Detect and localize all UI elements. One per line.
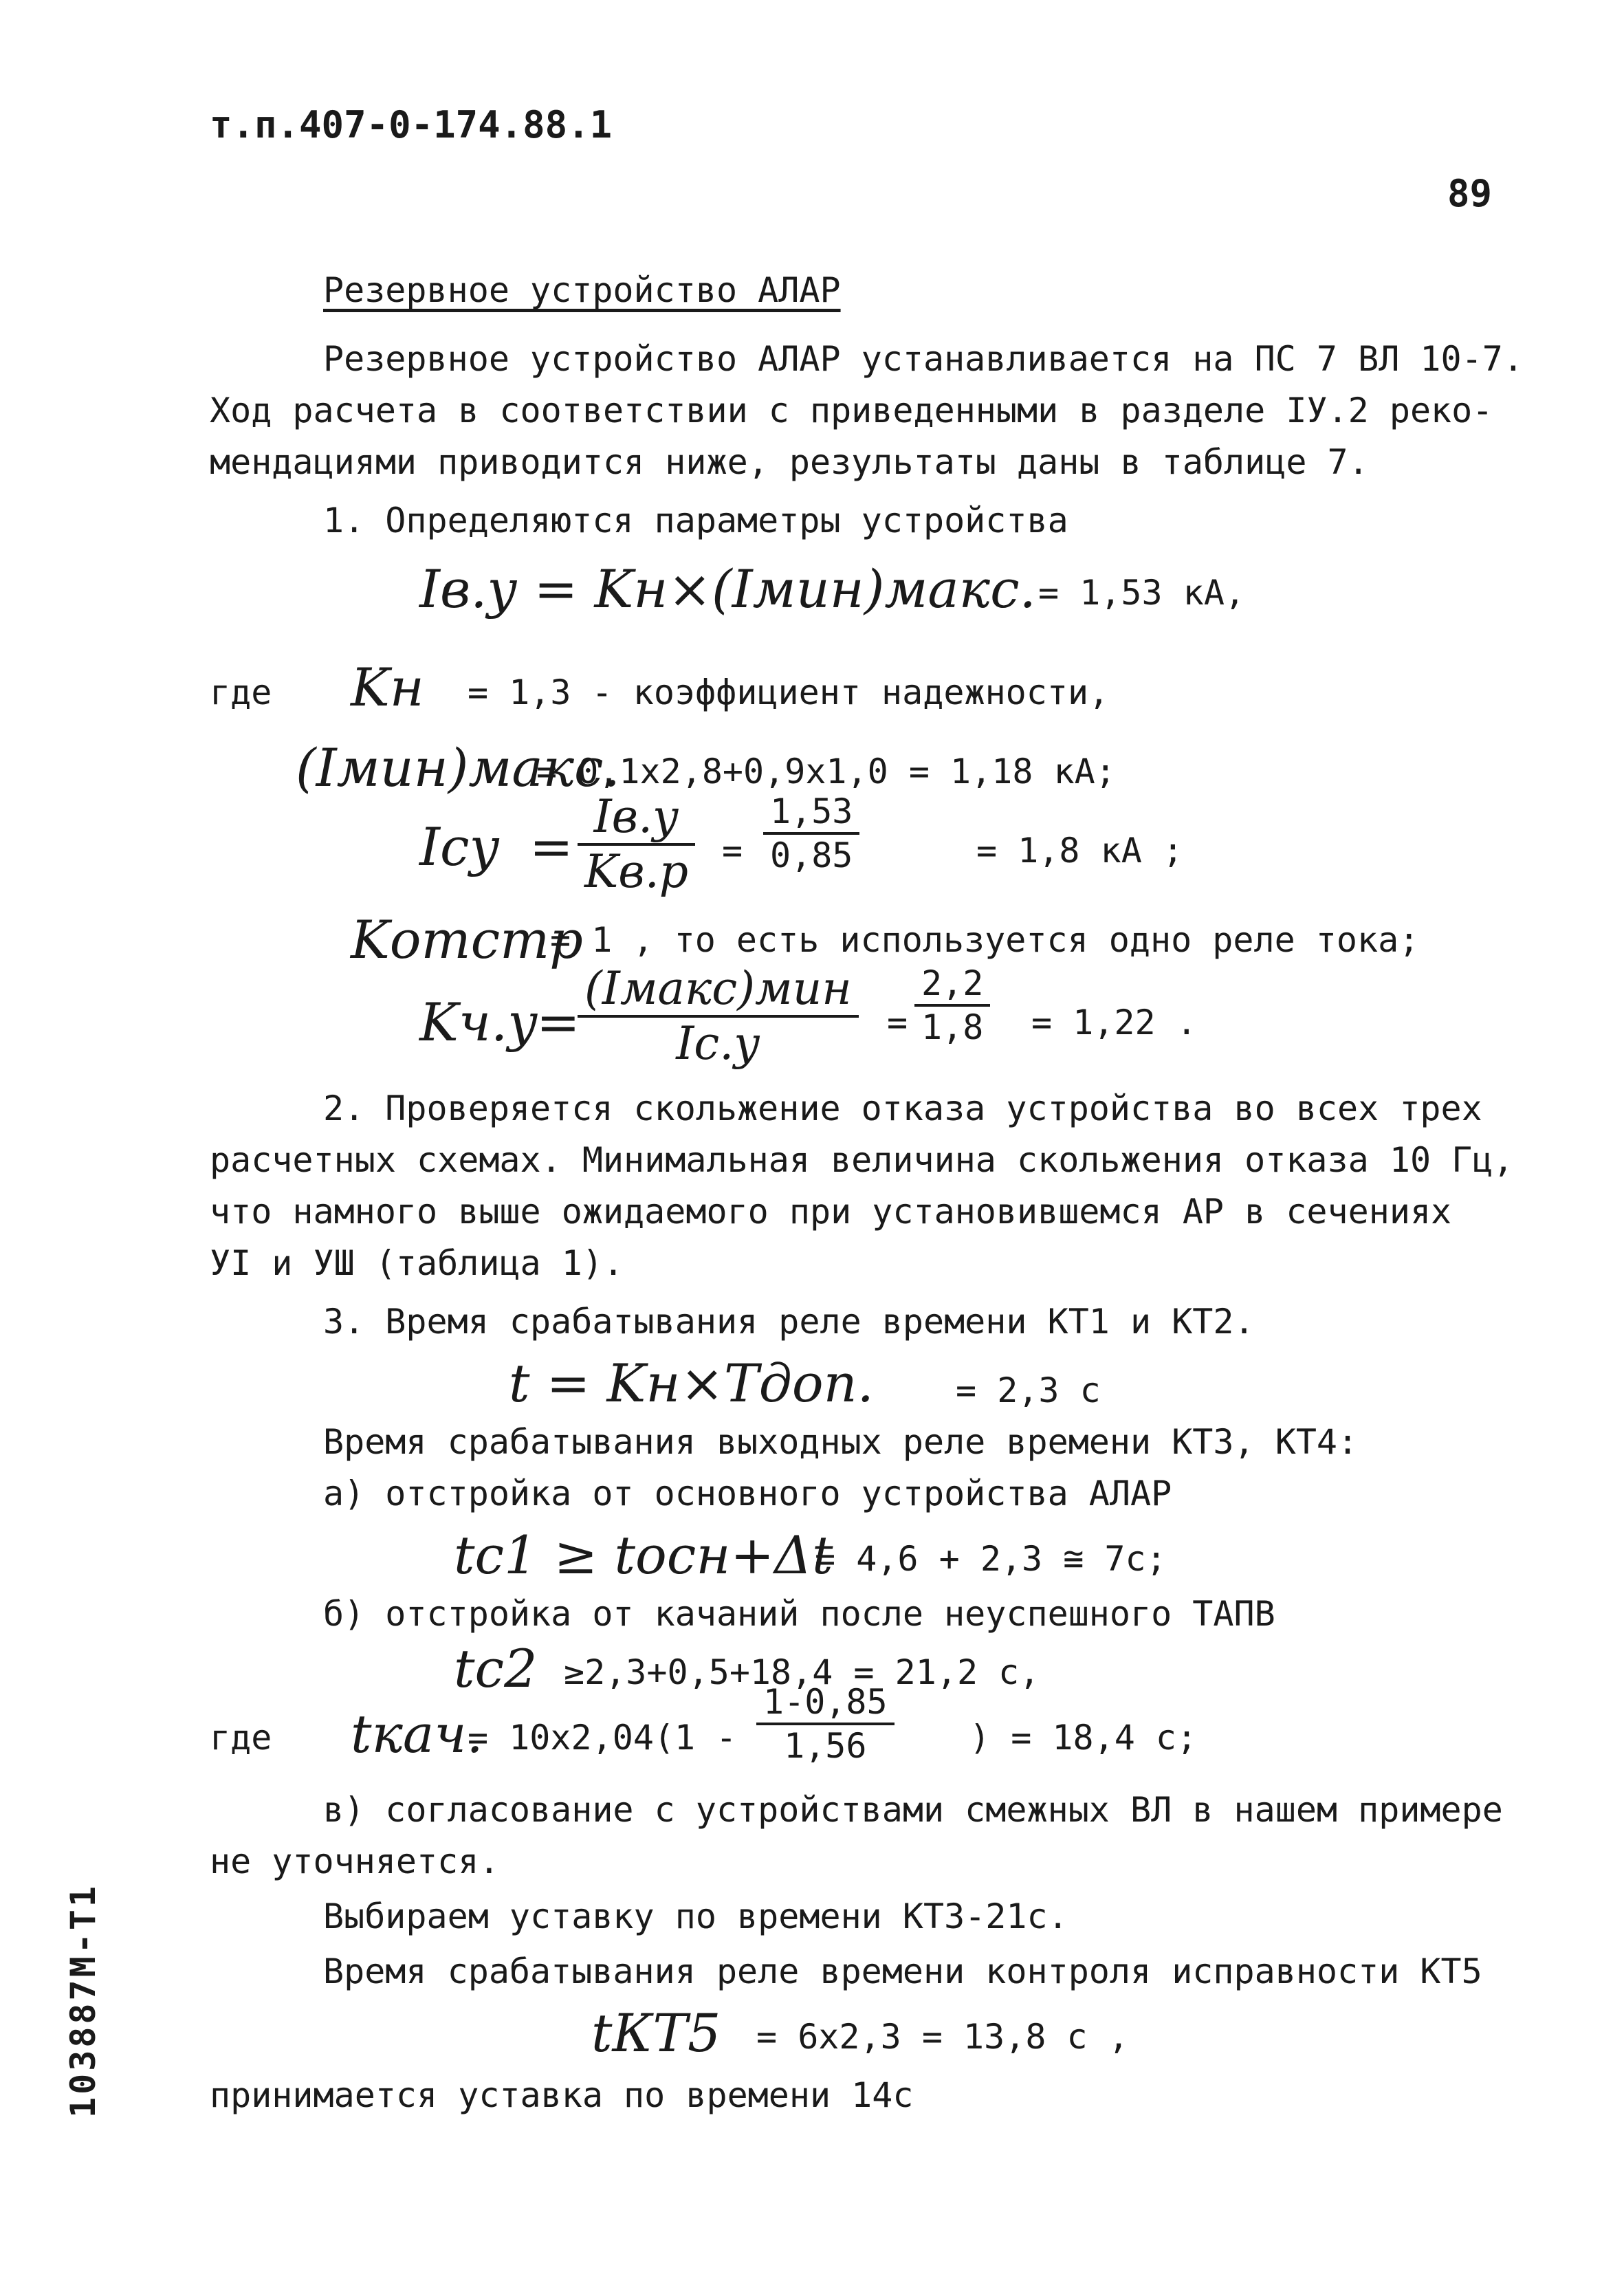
step2-line-4: УI и УШ (таблица 1).	[210, 1243, 624, 1283]
icy-result: = 1,8 кА ;	[976, 831, 1184, 871]
icy-fraction-symbolic	[578, 791, 695, 898]
icy-fraction-value	[763, 791, 859, 876]
side-inventory-stamp: 103887M-T1	[63, 1883, 103, 2118]
tkach-prefix: = 10х2,04(1 -	[468, 1718, 737, 1758]
output-relays-heading: Время срабатывания выходных реле времени КТ3, КТ4:	[323, 1422, 1359, 1462]
kn-definition: = 1,3 - коэффициент надежности,	[468, 673, 1110, 712]
kchy-fraction-num: (Iмакс)мин	[578, 963, 859, 1018]
t-value: = 2,3 с	[956, 1370, 1101, 1410]
kotstr-symbol: Kотстр	[351, 909, 583, 970]
kt5-value: = 6х2,3 = 13,8 с ,	[756, 2017, 1129, 2057]
kchy-fraction-value	[914, 963, 990, 1048]
where-label-2: где	[210, 1718, 272, 1758]
choose-setting: Выбираем уставку по времени КТ3-21с.	[323, 1896, 1068, 1936]
icy-fraction-num: Iв.у	[578, 791, 695, 846]
icy-fraction-den: Kв.р	[584, 845, 688, 898]
page-number: 89	[1447, 172, 1493, 215]
step2-line-3: что намного выше ожидаемого при установившемся АР в сечениях	[210, 1192, 1452, 1232]
formula-ivy-rhs: = 1,53 кА,	[1038, 573, 1246, 613]
item-c-line-2: не уточняется.	[210, 1841, 500, 1881]
imin-symbol: (Iмин)макс.	[296, 737, 620, 798]
kotstr-definition: = 1 , то есть используется одно реле тока;	[550, 920, 1420, 960]
imin-value: = 0,1х2,8+0,9х1,0 = 1,18 кА;	[536, 752, 1116, 791]
item-a-value: = 4,6 + 2,3 ≅ 7с;	[815, 1539, 1167, 1579]
step3-heading: 3. Время срабатывания реле времени КТ1 и КТ2.	[323, 1302, 1255, 1342]
section-title: Резервное устройство АЛАР	[323, 270, 841, 310]
tkach-fraction-den: 1,56	[784, 1726, 867, 1766]
icy-value-den: 0,85	[770, 835, 853, 875]
step2-line-2: расчетных схемах. Минимальная величина скольжения отказа 10 Гц,	[210, 1140, 1514, 1180]
tkach-suffix: ) = 18,4 с;	[969, 1718, 1198, 1758]
formula-ivy-lhs: Iв.у = Kн×(Iмин)макс.	[419, 558, 1036, 620]
kt5-symbol: tКТ5	[591, 2002, 721, 2064]
where-label: где	[210, 673, 272, 712]
kchy-fraction-symbolic	[578, 963, 859, 1070]
kchy-equals-2: =	[887, 1003, 908, 1042]
icy-equals-2: =	[722, 831, 743, 871]
intro-line-3: мендациями приводится ниже, результаты даны в таблице 7.	[210, 442, 1369, 482]
tkach-symbol: tкач.	[351, 1703, 483, 1764]
kchy-equals: =	[536, 992, 580, 1053]
kt5-heading: Время срабатывания реле времени контроля исправности КТ5	[323, 1952, 1482, 1991]
intro-line-2: Ход расчета в соответствии с приведенными в разделе IУ.2 реко-	[210, 391, 1493, 430]
t-formula: t = Kн×Tдоп.	[509, 1353, 874, 1414]
intro-line-1: Резервное устройство АЛАР устанавливается на ПС 7 ВЛ 10-7.	[323, 339, 1524, 379]
kchy-value-den: 1,8	[921, 1007, 984, 1047]
kchy-symbol: Kч.у	[419, 992, 538, 1053]
item-b-label: б) отстройка от качаний после неуспешного ТАПВ	[323, 1594, 1275, 1634]
icy-equals: =	[529, 816, 573, 877]
item-c-line-1: в) согласование с устройствами смежных ВЛ в нашем примере	[323, 1790, 1503, 1830]
step2-line-1: 2. Проверяется скольжение отказа устройства во всех трех	[323, 1089, 1482, 1128]
tkach-fraction-num: 1-0,85	[756, 1681, 895, 1725]
item-b-value: ≥2,3+0,5+18,4 = 21,2 с,	[564, 1652, 1040, 1692]
doc-code: т.п.407-0-174.88.1	[210, 103, 613, 146]
item-a-label: а) отстройка от основного устройства АЛАР	[323, 1474, 1172, 1513]
tkach-fraction	[756, 1681, 895, 1767]
item-a-symbol: tс1 ≥ tосн+Δt	[454, 1524, 833, 1586]
icy-symbol: Iсу	[419, 816, 500, 877]
kchy-result: = 1,22 .	[1031, 1003, 1197, 1042]
kn-symbol: Kн	[351, 657, 424, 718]
kchy-value-num: 2,2	[914, 963, 990, 1007]
kchy-fraction-den: Iс.у	[676, 1017, 760, 1070]
kt5-accepted-setting: принимается уставка по времени 14с	[210, 2075, 914, 2115]
item-b-symbol: tс2	[454, 1638, 538, 1699]
step1-heading: 1. Определяются параметры устройства	[323, 501, 1068, 540]
icy-value-num: 1,53	[763, 791, 859, 835]
